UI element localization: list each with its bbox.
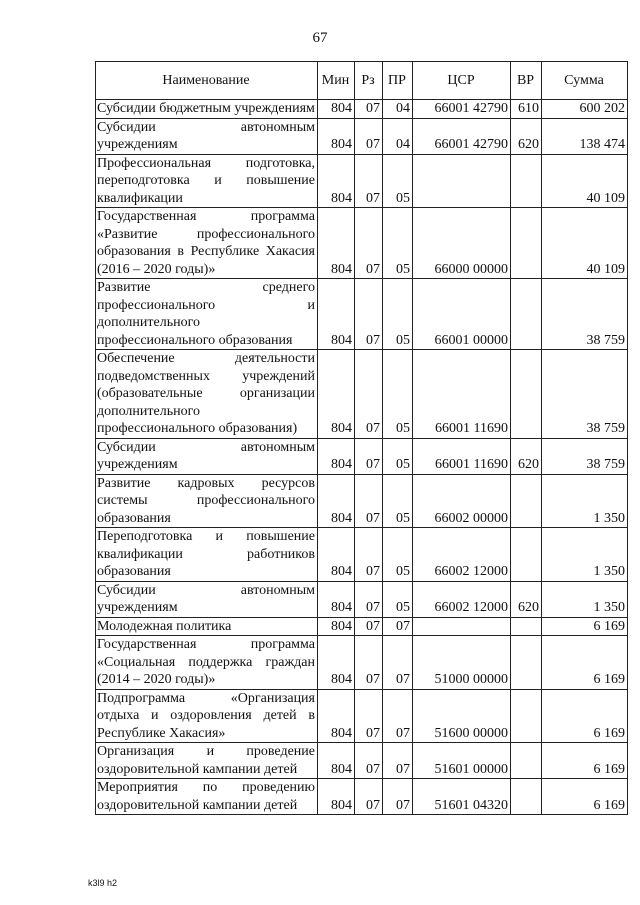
cell-rz: 07 bbox=[355, 636, 383, 690]
cell-rz: 07 bbox=[355, 779, 383, 815]
cell-pr: 07 bbox=[383, 636, 413, 690]
page-number: 67 bbox=[312, 30, 328, 46]
cell-csr: 66001 00000 bbox=[413, 279, 511, 350]
cell-name: Подпрограмма «Организация отдыха и оздоровления детей в Республике Хакасия» bbox=[96, 689, 318, 743]
table-row bbox=[96, 350, 628, 439]
cell-sum: 600 202 bbox=[542, 100, 628, 119]
table-row bbox=[96, 779, 628, 815]
cell-name: Молодежная политика bbox=[96, 617, 318, 636]
cell-vr bbox=[511, 474, 542, 528]
cell-csr: 51601 04320 bbox=[413, 779, 511, 815]
cell-pr: 05 bbox=[383, 350, 413, 439]
cell-rz: 07 bbox=[355, 208, 383, 279]
header-row bbox=[96, 62, 628, 100]
cell-csr: 66001 11690 bbox=[413, 350, 511, 439]
cell-vr bbox=[511, 689, 542, 743]
cell-vr bbox=[511, 528, 542, 582]
cell-vr bbox=[511, 154, 542, 208]
cell-sum: 40 109 bbox=[542, 208, 628, 279]
cell-sum: 1 350 bbox=[542, 581, 628, 617]
cell-name: Субсидии автономным учреждениям bbox=[96, 438, 318, 474]
cell-min: 804 bbox=[318, 208, 355, 279]
cell-rz: 07 bbox=[355, 689, 383, 743]
header-pr: ПР bbox=[383, 62, 413, 100]
cell-min: 804 bbox=[318, 100, 355, 119]
cell-min: 804 bbox=[318, 118, 355, 154]
cell-rz: 07 bbox=[355, 581, 383, 617]
cell-rz: 07 bbox=[355, 474, 383, 528]
cell-csr: 66002 12000 bbox=[413, 581, 511, 617]
header-sum: Сумма bbox=[542, 62, 628, 100]
cell-rz: 07 bbox=[355, 350, 383, 439]
cell-pr: 07 bbox=[383, 779, 413, 815]
cell-min: 804 bbox=[318, 636, 355, 690]
cell-sum: 6 169 bbox=[542, 617, 628, 636]
cell-pr: 05 bbox=[383, 581, 413, 617]
cell-csr: 66002 12000 bbox=[413, 528, 511, 582]
table-row bbox=[96, 581, 628, 617]
cell-rz: 07 bbox=[355, 154, 383, 208]
cell-name: Субсидии автономным учреждениям bbox=[96, 118, 318, 154]
cell-vr bbox=[511, 743, 542, 779]
cell-csr bbox=[413, 154, 511, 208]
cell-sum: 38 759 bbox=[542, 438, 628, 474]
cell-csr: 51601 00000 bbox=[413, 743, 511, 779]
cell-sum: 1 350 bbox=[542, 528, 628, 582]
cell-name: Переподготовка и повышение квалификации работников образования bbox=[96, 528, 318, 582]
cell-csr bbox=[413, 617, 511, 636]
cell-pr: 05 bbox=[383, 474, 413, 528]
cell-rz: 07 bbox=[355, 617, 383, 636]
cell-vr bbox=[511, 617, 542, 636]
cell-min: 804 bbox=[318, 279, 355, 350]
table-row bbox=[96, 689, 628, 743]
cell-pr: 04 bbox=[383, 118, 413, 154]
cell-vr bbox=[511, 279, 542, 350]
table-row bbox=[96, 438, 628, 474]
table-row bbox=[96, 528, 628, 582]
cell-min: 804 bbox=[318, 350, 355, 439]
cell-sum: 1 350 bbox=[542, 474, 628, 528]
cell-min: 804 bbox=[318, 743, 355, 779]
table-body bbox=[96, 100, 628, 815]
cell-min: 804 bbox=[318, 438, 355, 474]
table-row bbox=[96, 617, 628, 636]
cell-vr: 620 bbox=[511, 438, 542, 474]
cell-pr: 05 bbox=[383, 279, 413, 350]
cell-vr: 620 bbox=[511, 581, 542, 617]
cell-pr: 07 bbox=[383, 617, 413, 636]
cell-rz: 07 bbox=[355, 438, 383, 474]
cell-csr: 51600 00000 bbox=[413, 689, 511, 743]
cell-name: Профессиональная подготовка, переподготовка и повышение квалификации bbox=[96, 154, 318, 208]
cell-name: Развитие среднего профессионального и дополнительного профессионального образования bbox=[96, 279, 318, 350]
header-rz: Рз bbox=[355, 62, 383, 100]
cell-csr: 51000 00000 bbox=[413, 636, 511, 690]
cell-name: Организация и проведение оздоровительной кампании детей bbox=[96, 743, 318, 779]
cell-vr bbox=[511, 208, 542, 279]
cell-csr: 66002 00000 bbox=[413, 474, 511, 528]
cell-sum: 138 474 bbox=[542, 118, 628, 154]
cell-vr bbox=[511, 636, 542, 690]
footer-code: k3l9 h2 bbox=[88, 878, 118, 888]
cell-rz: 07 bbox=[355, 528, 383, 582]
cell-pr: 05 bbox=[383, 528, 413, 582]
cell-vr bbox=[511, 350, 542, 439]
cell-pr: 07 bbox=[383, 689, 413, 743]
cell-csr: 66001 11690 bbox=[413, 438, 511, 474]
cell-pr: 04 bbox=[383, 100, 413, 119]
cell-csr: 66001 42790 bbox=[413, 118, 511, 154]
cell-pr: 05 bbox=[383, 208, 413, 279]
cell-rz: 07 bbox=[355, 279, 383, 350]
cell-rz: 07 bbox=[355, 100, 383, 119]
cell-name: Развитие кадровых ресурсов системы профессионального образования bbox=[96, 474, 318, 528]
cell-name: Мероприятия по проведению оздоровительной кампании детей bbox=[96, 779, 318, 815]
cell-csr: 66000 00000 bbox=[413, 208, 511, 279]
cell-pr: 05 bbox=[383, 154, 413, 208]
cell-min: 804 bbox=[318, 689, 355, 743]
cell-sum: 6 169 bbox=[542, 636, 628, 690]
table-row bbox=[96, 118, 628, 154]
cell-pr: 05 bbox=[383, 438, 413, 474]
cell-min: 804 bbox=[318, 617, 355, 636]
cell-sum: 38 759 bbox=[542, 350, 628, 439]
cell-sum: 40 109 bbox=[542, 154, 628, 208]
cell-vr bbox=[511, 779, 542, 815]
cell-vr: 610 bbox=[511, 100, 542, 119]
header-min: Мин bbox=[318, 62, 355, 100]
header-vr: ВР bbox=[511, 62, 542, 100]
cell-min: 804 bbox=[318, 581, 355, 617]
table-row bbox=[96, 279, 628, 350]
cell-min: 804 bbox=[318, 154, 355, 208]
table-row bbox=[96, 154, 628, 208]
cell-pr: 07 bbox=[383, 743, 413, 779]
cell-vr: 620 bbox=[511, 118, 542, 154]
cell-csr: 66001 42790 bbox=[413, 100, 511, 119]
cell-rz: 07 bbox=[355, 743, 383, 779]
cell-name: Обеспечение деятельности подведомственных учреждений (образовательные организации дополнительного профессионального образования) bbox=[96, 350, 318, 439]
cell-sum: 6 169 bbox=[542, 689, 628, 743]
cell-name: Субсидии автономным учреждениям bbox=[96, 581, 318, 617]
cell-name: Государственная программа «Развитие профессионального образования в Республике Хакасия (2016 – 2020 годы)» bbox=[96, 208, 318, 279]
table-row bbox=[96, 743, 628, 779]
table-row bbox=[96, 100, 628, 119]
table-row bbox=[96, 208, 628, 279]
cell-min: 804 bbox=[318, 528, 355, 582]
table-row bbox=[96, 474, 628, 528]
cell-rz: 07 bbox=[355, 118, 383, 154]
cell-sum: 6 169 bbox=[542, 779, 628, 815]
cell-name: Государственная программа «Социальная поддержка граждан (2014 – 2020 годы)» bbox=[96, 636, 318, 690]
cell-min: 804 bbox=[318, 474, 355, 528]
cell-sum: 6 169 bbox=[542, 743, 628, 779]
budget-table bbox=[95, 61, 628, 815]
cell-sum: 38 759 bbox=[542, 279, 628, 350]
cell-min: 804 bbox=[318, 779, 355, 815]
cell-name: Субсидии бюджетным учреждениям bbox=[96, 100, 318, 119]
header-name: Наименование bbox=[96, 62, 318, 100]
header-csr: ЦСР bbox=[413, 62, 511, 100]
table-row bbox=[96, 636, 628, 690]
